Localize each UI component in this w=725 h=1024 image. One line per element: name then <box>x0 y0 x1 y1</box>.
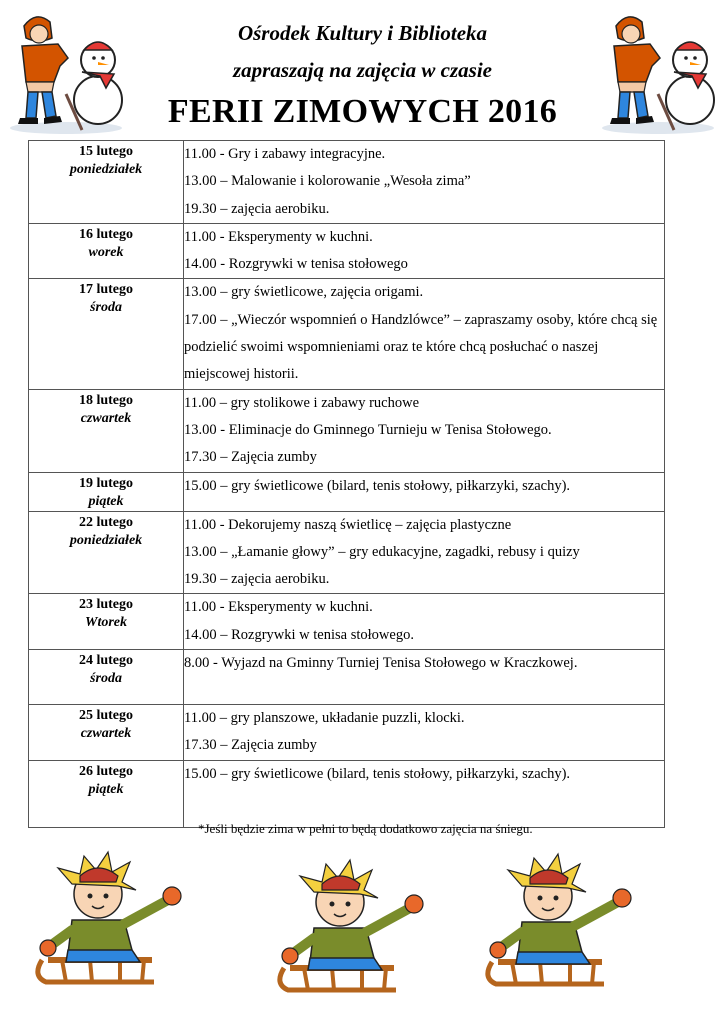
day-date: 19 lutego <box>78 475 134 491</box>
page-title: FERII ZIMOWYCH 2016 <box>167 93 558 130</box>
day-weekday: środa <box>90 671 122 687</box>
table-row <box>29 472 665 511</box>
activity-line: 17.30 – Zajęcia zumby <box>184 449 317 466</box>
table-row <box>29 141 665 224</box>
day-cell <box>29 472 184 511</box>
activities-cell <box>184 472 665 511</box>
activity-line: 11.00 – gry stolikowe i zabawy ruchowe <box>184 394 420 411</box>
table-row <box>29 389 665 472</box>
day-weekday: środa <box>90 300 122 316</box>
day-cell <box>29 650 184 705</box>
activities-cell <box>184 650 665 705</box>
day-date: 17 lutego <box>78 282 134 298</box>
activity-line: 11.00 - Eksperymenty w kuchni. <box>184 599 373 616</box>
header-line-1: Ośrodek Kultury i Biblioteka <box>237 21 488 45</box>
day-date: 22 lutego <box>78 514 134 530</box>
activity-line: 17.00 – „Wieczór wspomnień o Handzlówce” – zapraszamy osoby, które chcą się podzielić swoimi wspomnieniami oraz te które chcą posłuchać o naszej miejscowej historii. <box>184 311 658 383</box>
activities-cell <box>184 760 665 827</box>
activity-line: 15.00 – gry świetlicowe (bilard, tenis stołowy, piłkarzyki, szachy). <box>184 477 571 494</box>
header-line-2: zapraszają na zajęcia w czasie <box>232 58 492 82</box>
activities-cell <box>184 511 665 594</box>
child-on-sled-illustration <box>478 852 638 1012</box>
activity-line: 19.30 – zajęcia aerobiku. <box>184 571 330 588</box>
activities-cell <box>184 141 665 224</box>
day-cell <box>29 594 184 650</box>
day-weekday: poniedziałek <box>69 162 143 177</box>
child-on-sled-illustration <box>28 850 188 1010</box>
schedule-table <box>28 140 665 828</box>
activity-line: 13.00 – gry świetlicowe, zajęcia origami. <box>184 284 424 301</box>
day-weekday: worek <box>88 244 124 260</box>
activities-cell <box>184 594 665 650</box>
table-row <box>29 594 665 650</box>
day-weekday: piątek <box>88 493 124 509</box>
footnote: *Jeśli będzie zima w pełni to będą dodatkowo zajęcia na śniegu. <box>198 821 533 836</box>
day-cell <box>29 279 184 389</box>
day-cell <box>29 705 184 761</box>
table-row <box>29 705 665 761</box>
activity-line: 19.30 – zajęcia aerobiku. <box>184 200 330 217</box>
day-weekday: czwartek <box>80 410 132 426</box>
activities-cell <box>184 705 665 761</box>
day-cell <box>29 760 184 827</box>
table-row <box>29 279 665 389</box>
activity-line: 13.00 – „Łamanie głowy” – gry edukacyjne, zagadki, rebusy i quizy <box>184 543 580 560</box>
activity-line: 11.00 – gry planszowe, układanie puzzli, klocki. <box>184 710 465 727</box>
day-weekday: Wtorek <box>85 615 127 631</box>
activity-line: 13.00 – Malowanie i kolorowanie „Wesoła zima” <box>184 173 471 190</box>
child-on-sled-illustration <box>270 858 430 1018</box>
day-date: 15 lutego <box>78 144 134 159</box>
table-row <box>29 511 665 594</box>
activity-line: 17.30 – Zajęcia zumby <box>184 737 317 754</box>
day-date: 26 lutego <box>78 763 134 779</box>
day-date: 18 lutego <box>78 392 134 408</box>
day-cell <box>29 223 184 279</box>
day-weekday: poniedziałek <box>69 532 143 548</box>
day-weekday: piątek <box>88 781 124 797</box>
table-row <box>29 223 665 279</box>
activity-line: 11.00 - Dekorujemy naszą świetlicę – zajęcia plastyczne <box>184 516 512 533</box>
activities-cell <box>184 223 665 279</box>
activity-line: 15.00 – gry świetlicowe (bilard, tenis stołowy, piłkarzyki, szachy). <box>184 765 571 782</box>
day-cell <box>29 511 184 594</box>
day-date: 23 lutego <box>78 597 134 613</box>
activity-line: 13.00 - Eliminacje do Gminnego Turnieju w Tenisa Stołowego. <box>184 421 552 438</box>
activities-cell <box>184 389 665 472</box>
day-cell <box>29 141 184 224</box>
day-date: 24 lutego <box>78 653 134 669</box>
page-header <box>0 0 725 140</box>
day-weekday: czwartek <box>80 726 132 742</box>
activities-cell <box>184 279 665 389</box>
table-row <box>29 760 665 827</box>
activity-line: 14.00 – Rozgrywki w tenisa stołowego. <box>184 626 414 643</box>
day-date: 25 lutego <box>78 708 134 724</box>
day-cell <box>29 389 184 472</box>
table-row <box>29 650 665 705</box>
activity-line: 11.00 - Gry i zabawy integracyjne. <box>184 146 386 162</box>
activity-line: 14.00 - Rozgrywki w tenisa stołowego <box>184 256 408 273</box>
day-date: 16 lutego <box>78 226 134 242</box>
activity-line: 8.00 - Wyjazd na Gminny Turniej Tenisa Stołowego w Kraczkowej. <box>184 655 578 672</box>
activity-line: 11.00 - Eksperymenty w kuchni. <box>184 228 373 245</box>
